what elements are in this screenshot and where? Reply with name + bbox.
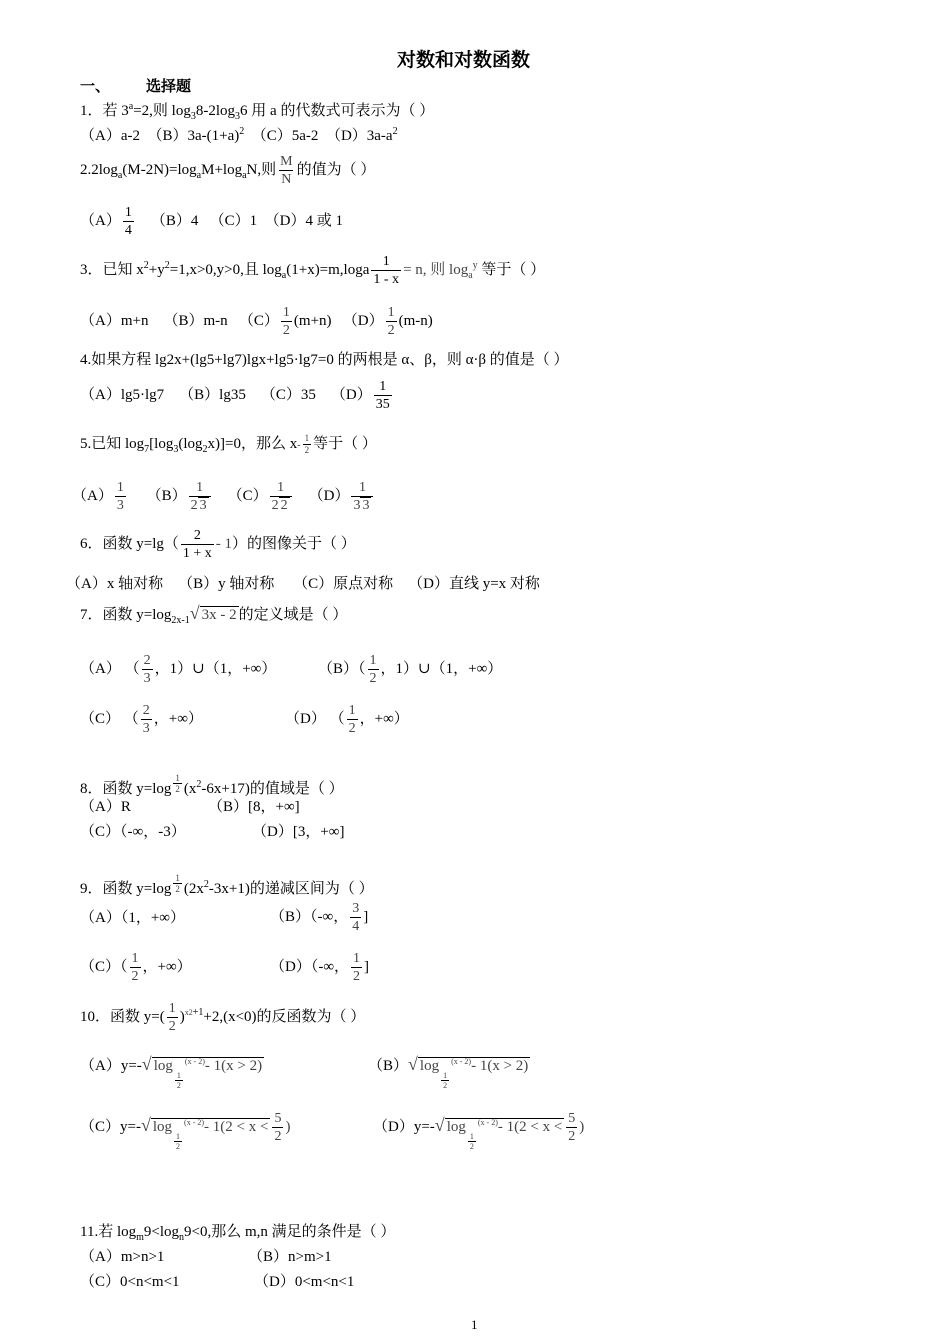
option-b: （B） $\frac{1}{2 3}$: [147, 488, 213, 504]
option-b: （B）m-n: [163, 312, 228, 329]
question-2-options: [80, 204, 343, 239]
question-5: 5.已知 $\log_7[\log_3(\log_2x)]=0$，那么 x- $\frac{1}{2}$ 等于（ ）: [80, 433, 377, 455]
question-3-options: [80, 304, 433, 339]
question-4-options: [80, 378, 394, 413]
question-11-option-a: （A）m>n>1: [80, 1249, 165, 1265]
option-d: （D）直线 y=x 对称: [408, 576, 540, 592]
question-9: 9．函数 y=log $\frac{1}{2}$ $(2x^2-3x+1)$的递减区间为（ ）: [80, 873, 374, 897]
question-11-option-d: （D）0<m<n<1: [254, 1274, 355, 1290]
page-title: 对数和对数函数: [397, 50, 531, 71]
option-d: （D） $\frac{1}{2}$ (m-n): [342, 305, 433, 338]
option-a: （A） $\frac{1}{3}$: [72, 480, 124, 513]
question-10-option-a: （A）y=-√ log $\frac{1}{2}$ $^{(x - 2)}$- 1(x > 2): [80, 1054, 263, 1090]
option-b: $(B)3a-(1+a)^2$: [147, 126, 245, 144]
question-11: 11.若 $\log_m9<\log_n9<0$,那么 m,n 满足的条件是（ ）: [80, 1224, 396, 1243]
question-10-option-d: （D）y=-√ log $\frac{1}{2}$ $^{(x - 2)}$- 1(2 < x < $\frac{5}{2}$ ): [373, 1111, 585, 1151]
question-8: 8．函数 y=log $\frac{1}{2}$ $(x^2-6x+17)$的值域是（ ）: [80, 773, 344, 797]
question-7-option-d: （D） （ $\frac{1}{2}$ ，+∞）: [285, 703, 409, 736]
question-9-option-c: （C）（ $\frac{1}{2}$ ，+∞）: [80, 951, 192, 984]
question-4: 4.如果方程 lg2x+(lg5+lg7)lgx+lg5·lg7=0 的两根是 α、β，则 α·β 的值是（ ）: [80, 352, 569, 368]
question-11-option-b: （B）n>m>1: [248, 1249, 332, 1265]
question-11-option-c: （C）0<n<m<1: [80, 1274, 180, 1290]
question-7-option-c: （C） （ $\frac{2}{3}$ ，+∞）: [80, 703, 203, 736]
question-8-option-b: （B）[8，+∞]: [208, 799, 300, 815]
question-9-option-d: （D）（-∞， $\frac{1}{2}$ ]: [270, 951, 370, 984]
option-a: （A）lg5·lg7: [80, 386, 165, 403]
question-7: 7．函数 $y=\log_{2x-1}√$ 3x - 2 的定义域是（ ）: [80, 603, 348, 626]
option-c: （C）1: [209, 212, 258, 229]
question-10-option-c: （C）y=-√ log $\frac{1}{2}$ $^{(x - 2)}$- 1(2 < x < $\frac{5}{2}$ ): [80, 1111, 291, 1151]
question-8-option-d: （D）[3，+∞]: [252, 824, 345, 840]
question-10-option-b: （B）√ log $\frac{1}{2}$ $^{(x - 2)}$- 1(x > 2): [368, 1054, 529, 1090]
option-b: （B）4: [150, 212, 199, 229]
question-1-options: [80, 127, 398, 145]
question-10: 10．函数 y=( $\frac{1}{2}$ )$^{x2+1}$+2,(x<0)的反函数为（ ）: [80, 1001, 366, 1034]
option-a: （A） $\frac{1}{4}$: [80, 205, 132, 238]
option-d: （D） $\frac{1}{35}$: [330, 379, 390, 412]
option-c: （C）原点对称: [293, 576, 394, 592]
question-1: 1．若 $3^a=2$,则 $\log_38-2\log_36$ 用 a 的代数式可表示为（ ）: [80, 101, 435, 122]
question-6-options: [66, 575, 540, 593]
option-c: （C）35: [260, 386, 316, 403]
question-5-options: [72, 479, 375, 514]
question-8-option-c: （C）（-∞，-3）: [80, 824, 186, 840]
option-c: （C）5a-2: [251, 128, 319, 144]
option-d: （D） $\frac{1}{3 3}$: [309, 488, 376, 504]
question-7-options-ab: [80, 652, 276, 687]
option-b: （B）y 轴对称: [178, 576, 275, 592]
question-9-option-b: （B）（-∞， $\frac{3}{4}$ ]: [270, 901, 369, 934]
option-a: （A）x 轴对称: [66, 576, 164, 592]
section-label: 选择题: [146, 79, 192, 95]
option-a: （A） （ $\frac{2}{3}$ ，1）∪（1，+∞）: [80, 653, 277, 686]
option-d: $(D)3a-a^2$: [325, 126, 398, 144]
page-number: 1: [471, 1317, 478, 1332]
question-3: 3．已知 $x^2+y^2=1,x>0,y>0$,且 $\log_a(1+x)=m,\log a$ $\frac{1}{1 - x}$ = n, 则 $\log_a^y$ 等于（ ）: [80, 254, 546, 287]
section-number: 一、: [80, 79, 111, 95]
option-d: （D）4 或 1: [264, 212, 343, 229]
option-a: （A）a-2: [80, 128, 140, 144]
option-a: （A）m+n: [80, 312, 149, 329]
question-9-option-a: （A）（1，+∞）: [80, 910, 185, 926]
question-6: 6．函数 y=lg（ $\frac{2}{1 + x}$ - 1）的图像关于（ ）: [80, 528, 356, 561]
option-c: （C） $\frac{1}{2 2}$: [228, 488, 294, 504]
option-b: （B）lg35: [179, 386, 246, 403]
question-7-option-b: （B）（ $\frac{1}{2}$ ，1）∪（1，+∞）: [318, 653, 503, 686]
question-8-option-a: （A）R: [80, 799, 131, 815]
question-2: $2.2\log_a(M-2N)=\log_aM+\log_aN$,则 $\frac{M}{N}$ 的值为（ ）: [80, 154, 376, 187]
option-c: （C） $\frac{1}{2}$ (m+n): [238, 305, 332, 338]
